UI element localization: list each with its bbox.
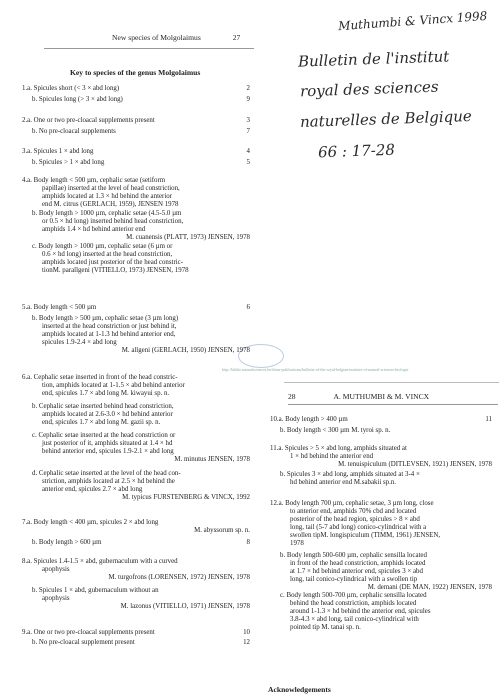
- key-entry: [22, 558, 250, 582]
- key-entry-line: apophysis: [42, 595, 70, 603]
- key-entry-line: swollen tipM. longispiculum (TIMM, 1961) JENSEN,: [290, 532, 441, 540]
- key-entry-line: b. Spicules > 1 × abd long: [32, 159, 105, 166]
- key-entry-line: 12.a. Body length 700 µm, cephalic setae, 3 µm long, close: [270, 500, 434, 507]
- key-entry-line: around 1-1.3 × hd behind the anterior end, spicules: [290, 608, 431, 616]
- key-entry-line: 6.a. Cephalic setae inserted in front of the head constric-: [22, 374, 178, 381]
- handwritten-note-line: Bulletin de l'institut: [297, 47, 450, 71]
- key-entry-line: amphids located at 1-1.3 hd behind anterior end,: [42, 331, 176, 339]
- key-entry-line: 1.a. Spicules short (< 3 × abd long): [22, 85, 120, 92]
- key-entry: [270, 500, 492, 549]
- key-entry: [22, 629, 250, 637]
- key-entry-line: amphids located just posterior of the head constric-: [42, 259, 184, 267]
- key-entry-line: long, tail (5-7 abd long) conico-cylindrical with a: [290, 524, 427, 532]
- key-entry: [270, 552, 492, 592]
- key-entry-line: 8.a. Spicules 1.4-1.5 × abd, gubernaculum with a curved: [22, 558, 178, 565]
- right-page-header: [288, 392, 429, 401]
- key-entry-line: 1 × hd behind the anterior end: [290, 453, 374, 461]
- key-entry-line: spicules 1.9-2.4 × abd long: [42, 339, 117, 347]
- key-entry-line: tionM. parallgeni (VITIELLO, 1973) JENSEN, 1978: [42, 267, 189, 275]
- key-entry-line: amphids 1.4 × hd behind anterior end: [42, 226, 146, 234]
- key-entry-target-number: 6: [246, 304, 250, 311]
- key-entry-line: 11.a. Spicules > 5 × abd long, amphids situated at: [270, 445, 407, 452]
- key-entry-target-number: 9: [246, 96, 250, 103]
- key-entry-line: M. typicus FURSTENBERG & VINCX, 1992: [122, 494, 250, 502]
- key-entry-target-number: 10: [243, 629, 250, 636]
- key-entry: [22, 85, 250, 93]
- key-entry-line: hd behind anterior end M.sabakii sp.n.: [290, 479, 397, 487]
- key-entry-line: c. Cephalic setae inserted at the head constriction or: [32, 432, 176, 439]
- key-entry: [22, 117, 250, 125]
- key-entry-line: b. Body length < 300 µm M. tyroi sp. n.: [280, 427, 391, 434]
- key-entry: [22, 374, 250, 398]
- key-entry-line: end, spicules 1.7 × abd long M. gazii sp. n.: [42, 419, 161, 427]
- key-entry-line: just posterior of it, amphids situated at 1.4 × hd: [42, 440, 173, 448]
- key-entry-line: apophysis: [42, 566, 70, 574]
- key-entry: [22, 159, 250, 167]
- key-entry: [22, 128, 250, 136]
- key-entry: [22, 304, 250, 312]
- key-entry-line: 3.a. Spicules 1 × abd long: [22, 148, 94, 155]
- key-entry: [22, 639, 250, 647]
- key-entry-line: 9.a. One or two pre-cloacal supplements present: [22, 629, 155, 636]
- key-entry-line: behind the head constriction, amphids located: [290, 600, 417, 608]
- key-entry: [22, 177, 250, 209]
- key-entry-line: 2.a. One or two pre-cloacal supplements present: [22, 117, 155, 124]
- key-entry: [270, 592, 492, 632]
- handwritten-citation: Muthumbi & Vincx 1998: [337, 8, 488, 34]
- key-entry-target-number: 4: [246, 148, 250, 155]
- right-header-title: A. MUTHUMBI & M. VINCX: [333, 392, 430, 401]
- key-entry-line: b. No pre-cloacal supplement present: [32, 639, 135, 646]
- key-entry-line: inserted at the head constriction or just behind it,: [42, 323, 177, 331]
- handwritten-note-line: 66 : 17-28: [317, 140, 396, 162]
- key-entry: [270, 471, 492, 487]
- key-entry-line: b. Spicules 3 × abd long, amphids situated at 3-4 ×: [280, 471, 420, 478]
- key-entry-line: M. allgeni (GERLACH, 1950) JENSEN, 1978: [121, 347, 250, 355]
- key-entry: [270, 445, 492, 469]
- handwritten-note-line: royal des sciences: [299, 77, 439, 101]
- key-entry-target-number: 12: [243, 639, 250, 646]
- key-entry: [270, 427, 492, 435]
- key-entry: [22, 403, 250, 427]
- key-entry: [22, 210, 250, 242]
- key-entry: [22, 432, 250, 464]
- key-entry-line: b. Body length > 600 µm: [32, 539, 102, 546]
- key-entry-line: M. tenuispiculum (DITLEVSEN, 1921) JENSEN, 1978: [338, 461, 492, 469]
- key-entry-line: at 1.7 × hd behind anterior end, spicules 3 × abd: [290, 568, 423, 576]
- key-entry-line: d. Cephalic setae inserted at the level of the head con-: [32, 470, 181, 477]
- key-entry-line: papillae) inserted at the level of head constriction,: [42, 185, 180, 193]
- key-entry-target-number: 8: [246, 539, 250, 546]
- key-entry-line: c. Body length 500-700 µm, cephalic sensilla located: [280, 592, 427, 599]
- key-entry-line: behind anterior end, spicules 1.9-2.1 × abd long: [42, 448, 174, 456]
- key-title: Key to species of the genus Molgolaimus: [70, 68, 201, 77]
- key-entry: [22, 315, 250, 355]
- key-entry-line: M. minutus JENSEN, 1978: [174, 456, 250, 464]
- watermark-url: http://biblio.naturalsciences.be/rbins-publications/bulletin-of-the-royal-belgian-institute-of-natural-sciences-biologie: [222, 367, 409, 372]
- key-entry-line: c. Body length > 1000 µm, cephalic setae (6 µm or: [32, 243, 173, 250]
- key-entry-line: end M. citrus (GERLACH, 1959), JENSEN 1978: [42, 201, 179, 209]
- key-entry-line: to anterior end, amphids 70% cbd and located: [290, 508, 417, 516]
- key-entry-target-number: 2: [246, 85, 250, 92]
- key-entry-target-number: 3: [246, 117, 250, 124]
- key-entry-line: b. Body length 500-600 µm, cephalic sensilla located: [280, 552, 427, 559]
- page-divider: [284, 382, 499, 383]
- left-page-number: 27: [232, 33, 241, 42]
- key-entry: [270, 416, 492, 424]
- key-entry-line: amphids located at 1.3 × hd behind the anterior: [42, 193, 172, 201]
- left-header-title: New species of Molgolaimus: [112, 33, 201, 42]
- right-header-rule: [288, 404, 498, 405]
- key-entry-line: 10.a. Body length > 400 µm: [270, 416, 348, 423]
- key-entry: [22, 539, 250, 547]
- left-header-rule: [44, 48, 254, 49]
- key-entry-line: M. cuanensis (PLATT, 1973) JENSEN, 1978: [126, 234, 250, 242]
- key-entry: [22, 148, 250, 156]
- key-entry-line: b. No pre-cloacal supplements: [32, 128, 116, 135]
- key-entry-line: b. Spicules long (> 3 × abd long): [32, 96, 123, 103]
- key-entry-line: end, spicules 1.7 × abd long M. kiwayui sp. n.: [42, 390, 170, 398]
- key-entry-line: striction, amphids located at 2.5 × hd behind the: [42, 478, 175, 486]
- key-entry-line: M. demani (DE MAN, 1922) JENSEN, 1978: [367, 584, 492, 592]
- key-entry-line: M. abyssorum sp. n.: [194, 527, 250, 535]
- key-entry-line: b. Body length > 1000 µm, cephalic setae (4.5-5.0 µm: [32, 210, 182, 217]
- right-page-number: 28: [288, 392, 296, 401]
- key-entry-line: amphids located at 2.6-3.0 × hd behind anterior: [42, 411, 173, 419]
- key-entry-line: M. lazonus (VITIELLO, 1971) JENSEN, 1978: [120, 603, 250, 611]
- key-entry: [22, 519, 250, 535]
- key-entry-line: b. Spicules 1 × abd, gubernaculum without an: [32, 587, 159, 594]
- key-entry-target-number: 5: [246, 159, 250, 166]
- key-entry-target-number: 11: [485, 416, 492, 423]
- key-entry-line: 4.a. Body length < 500 µm, cephalic setae (setiform: [22, 177, 166, 184]
- key-entry-target-number: 7: [246, 128, 250, 135]
- handwritten-note-line: naturelles de Belgique: [299, 107, 473, 131]
- key-entry: [22, 243, 250, 275]
- key-entry: [22, 470, 250, 502]
- key-entry-line: 0.6 × hd long) inserted at the head constriction,: [42, 251, 173, 259]
- key-entry-line: in front of the head constriction, amphids located: [290, 560, 426, 568]
- key-entry-line: 7.a. Body length < 400 µm, spicules 2 × abd long: [22, 519, 159, 526]
- key-entry-line: tion, amphids located at 1-1.5 × abd behind anterior: [42, 382, 185, 390]
- key-entry-line: b. Body length > 500 µm, cephalic setae (3 µm long): [32, 315, 179, 322]
- key-entry-line: or 0.5 × hd long) inserted behind head constriction,: [42, 218, 184, 226]
- key-entry-line: 1978: [290, 540, 304, 548]
- key-entry-line: 3.8-4.3 × abd long, tail conico-cylindrical with: [290, 616, 419, 624]
- acknowledgements-heading: Acknowledgements: [268, 685, 331, 694]
- left-page-header: [112, 33, 240, 42]
- key-entry-line: posterior of the head region, spicules > 8 × abd: [290, 516, 420, 524]
- key-entry-line: anterior end, spicules 2.7 × abd long: [42, 486, 143, 494]
- key-entry: [22, 587, 250, 611]
- key-entry-line: long, tail conico-cylindrical with a swollen tip: [290, 576, 418, 584]
- key-entry-line: b. Cephalic setae inserted behind head constriction,: [32, 403, 174, 410]
- key-entry-line: pointed tip M. tanai sp. n.: [290, 624, 361, 632]
- key-entry-line: 5.a. Body length < 500 µm: [22, 304, 97, 311]
- key-entry: [22, 96, 250, 104]
- key-entry-line: M. turgofrons (LORENSEN, 1972) JENSEN, 1978: [108, 574, 250, 582]
